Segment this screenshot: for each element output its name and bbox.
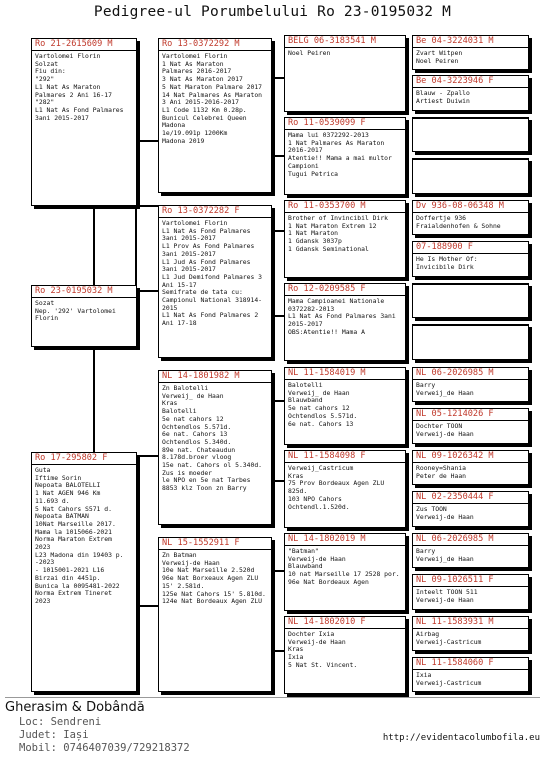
ring-number: Ro 13-0372292 M xyxy=(159,39,271,51)
pedigree-notes: Barry Verweij_de Haan xyxy=(416,381,474,397)
breeder-county: Judet: Iași xyxy=(19,729,89,741)
ring-number: 07-188900 F xyxy=(413,242,528,254)
pedigree-notes: Inteelt TOON 511 Verweij-de Haan xyxy=(416,588,478,604)
pedigree-card-gen4[interactable] xyxy=(412,574,529,610)
pedigree-notes: Noel Peiren xyxy=(288,49,331,57)
pedigree-card-gen4[interactable] xyxy=(412,450,529,485)
ring-number: Ro 17-295802 F xyxy=(32,453,136,465)
ring-number: NL 15-1552911 F xyxy=(159,538,271,550)
pedigree-notes: Vartolomei Florin L1 Nat As Fond Palmares 3ani 2015-2017 L1 Prov As Fond Palmares 3ani 2015-2017 L1 Jud As Fond Palmares 3ani 2015-2017 L1 Jud Demifond Palmares 3 Ani 15-17 Semifrate de tata cu: Campionul National 318914-2015 L1 Nat As Fond Palmares 2 Ani 17-18 xyxy=(162,219,263,328)
pedigree-notes: Mama Campioanei Nationale 0372282-2013 L1 Nat As Fond Palmares 3ani 2015-2017 OBS:Atentie!! Mama A xyxy=(288,297,396,336)
ring-number: NL 14-1802010 F xyxy=(285,617,405,629)
ring-number: BELG 06-3183541 M xyxy=(285,36,405,48)
ring-number: NL 14-1802019 M xyxy=(285,534,405,546)
pedigree-card-gen3[interactable] xyxy=(284,35,406,112)
pedigree-notes: Verweij_Castricum Kras 75 Prov Bordeaux Agen ZLU 825d. 103 NPO Cahors Ochtendl.1.520d. xyxy=(288,464,385,511)
pedigree-card-dam-dam[interactable] xyxy=(158,537,272,692)
website-link[interactable]: http://evidentacolumbofila.eu xyxy=(382,733,540,743)
pedigree-card-gen4[interactable] xyxy=(412,408,529,444)
pedigree-notes: Dochter TOON Verweij-de Haan xyxy=(416,422,474,438)
pedigree-notes: Zvart Witpen Noel Peiren xyxy=(416,49,463,65)
ring-number: Dv 936-08-06348 M xyxy=(413,201,528,213)
pedigree-card-sire-dam[interactable] xyxy=(158,205,272,358)
pedigree-notes: Ixia Verweij-Castricum xyxy=(416,671,482,687)
pedigree-notes: Vartolomei Florin Solzat Fiu din: "292" L1 Nat As Maraton Palmares 2 Ani 16-17 "282" L1 Nat As Fond Palmares 3ani 2015-2017 xyxy=(35,52,124,122)
ring-number: NL 11-1583931 M xyxy=(413,617,528,629)
ring-number: NL 14-1801982 M xyxy=(159,371,271,383)
pedigree-card-gen4[interactable] xyxy=(412,241,529,277)
pedigree-notes: Guta Iftime Sorin Nepoata BALOTELLI 1 Nat AGEN 946 Km 11.693 d. 5 Nat Cahors S571 d. Nepoata BATMAN 10Nat Marseille 2017. Mama la 1015066-2021 Norma Maraton Extrem 2023 L23 Madona din 19403 p. -2023 - 1015001-2021 L16 Birzai din 4451p. Bunica la 0095481-2022 Norma Extrem Tineret 2023 xyxy=(35,466,124,605)
ring-number: NL 09-1026511 F xyxy=(413,575,528,587)
pedigree-card-gen4[interactable] xyxy=(412,533,529,568)
pedigree-card-gen4[interactable] xyxy=(412,616,529,651)
connector-line xyxy=(93,205,95,287)
connector-line xyxy=(135,605,159,607)
pedigree-card-gen4[interactable] xyxy=(412,158,529,194)
pedigree-card-gen4[interactable] xyxy=(412,367,529,402)
pedigree-notes: "Batman" Verweij-de Haan Blauwband 10 nat Marseille 17 2528 por. 96e Nat Bordeaux Agen xyxy=(288,547,400,586)
pedigree-notes: Mama lui 0372292-2013 1 Nat Palmares As Maraton 2016-2017 Atentie!! Mama a mai multor Campioni Tugui Petrica xyxy=(288,131,392,178)
connector-line xyxy=(271,315,285,317)
pedigree-card-gen3[interactable] xyxy=(284,283,406,361)
ring-number: Ro 12-0209585 F xyxy=(285,284,405,296)
pedigree-notes: Rooney=Shania Peter de Haan xyxy=(416,464,467,480)
connector-line xyxy=(93,346,95,454)
ring-number: NL 06-2026985 M xyxy=(413,534,528,546)
connector-line xyxy=(135,455,159,457)
pedigree-notes: Sozat Nep. '292' Vartolomei Florin xyxy=(35,299,116,323)
breeder-phone: Mobil: 0746407039/729218372 xyxy=(19,742,190,754)
pedigree-notes: Vartolomei Florin 1 Nat As Maraton Palmares 2016-2017 3 Nat As Maraton 2017 5 Nat Maraton Palmare 2017 14 Nat Palmares As Maraton 3 Ani 2015-2016-2017 L1 Code 1132 Km 0.28p. Bunicul Celebrei Queen Madona 1e/19.091p 1200Km Madona 2019 xyxy=(162,52,263,145)
pedigree-notes xyxy=(413,326,528,328)
pedigree-card-gen4[interactable] xyxy=(412,75,529,111)
connector-line xyxy=(271,77,285,79)
pedigree-card-gen4[interactable] xyxy=(412,657,529,692)
pedigree-notes: Dochter Ixia Verweij-de Haan Kras Ixia 5 Nat St. Vincent. xyxy=(288,630,358,669)
pedigree-notes: Airbag Verweij-Castricum xyxy=(416,630,482,646)
ring-number: NL 11-1584098 F xyxy=(285,451,405,463)
pedigree-card-sire-sire[interactable] xyxy=(158,38,272,193)
pedigree-notes: Blauw - Zpallo Artiest Duiwin xyxy=(416,89,470,105)
pedigree-card-gen3[interactable] xyxy=(284,533,406,611)
footer-divider xyxy=(5,697,540,698)
ring-number: NL 06-2026985 M xyxy=(413,368,528,380)
pedigree-notes: Doffertje 936 Fraialdenhofen & Sohne xyxy=(416,214,501,230)
breeder-name: Gherasim & Dobândă xyxy=(5,700,145,715)
pedigree-card-gen4[interactable] xyxy=(412,117,529,152)
ring-number: Be 04-3224031 M xyxy=(413,36,528,48)
pedigree-card-gen4[interactable] xyxy=(412,491,529,527)
connector-line xyxy=(271,650,285,652)
ring-number: Ro 11-0353700 M xyxy=(285,201,405,213)
ring-number: NL 02-2350444 F xyxy=(413,492,528,504)
ring-number: NL 11-1584019 M xyxy=(285,368,405,380)
pedigree-card-gen4[interactable] xyxy=(412,200,529,235)
connector-line xyxy=(135,290,159,292)
ring-number: Be 04-3223946 F xyxy=(413,76,528,88)
pedigree-notes: He Is Mother Of: Invicibile Dirk xyxy=(416,255,478,271)
pedigree-notes xyxy=(413,285,528,287)
ring-number: Ro 21-2615609 M xyxy=(32,39,136,51)
pedigree-card-gen3[interactable] xyxy=(284,117,406,195)
pedigree-card-gen3[interactable] xyxy=(284,616,406,694)
pedigree-card-sire[interactable] xyxy=(31,38,137,206)
pedigree-card-dam[interactable] xyxy=(31,452,137,692)
ring-number: NL 05-1214026 F xyxy=(413,409,528,421)
connector-line xyxy=(271,155,285,157)
ring-number: NL 11-1584060 F xyxy=(413,658,528,670)
pedigree-notes: Zn Balotelli Verweij_ de Haan Kras Balotelli 5e nat cahors 12 Ochtendlos 5.571d. 6e nat. Cahors 13 Ochtendlos 5.340d. 89e nat. Chateaudun 8.178d.broer vloog 15e nat. Cahors ol 5.340d. Zus is moeder le NPO en 5e nat Tarbes 8853 klz Toon zn Barry xyxy=(162,384,263,493)
connector-line xyxy=(135,205,159,207)
ring-number: Ro 23-0195032 M xyxy=(32,286,136,298)
page-title: Pedigree-ul Porumbelului Ro 23-0195032 M xyxy=(93,4,452,20)
pedigree-notes xyxy=(413,160,528,162)
pedigree-card-gen3[interactable] xyxy=(284,200,406,278)
pedigree-card-gen4[interactable] xyxy=(412,35,529,70)
connector-line xyxy=(271,480,285,482)
pedigree-notes: Zn Batman Verweij-de Haan 10e Nat Marseille 2.520d 96e Nat Borxeaux Agen ZLU 15' 2.581d. 125e Nat Cahors 15' 5.810d. 124e Nat Bordeaux Agen ZLU xyxy=(162,551,266,606)
ring-number: NL 09-1026342 M xyxy=(413,451,528,463)
pedigree-notes: Brother of Invincibil Dirk 1 Nat Maraton Extrem 12 1 Nat Maraton 1 Gdansk 3037p 1 Gdansk Seminational xyxy=(288,214,389,253)
pedigree-card-dam-sire[interactable] xyxy=(158,370,272,525)
connector-line xyxy=(135,140,159,142)
connector-line xyxy=(271,230,285,232)
pedigree-card-gen3[interactable] xyxy=(284,450,406,528)
pedigree-card-gen3[interactable] xyxy=(284,367,406,445)
connector-line xyxy=(271,570,285,572)
pedigree-card-subject[interactable] xyxy=(31,285,137,347)
pedigree-notes: Balotelli Verweij_ de Haan Blauwband 5e nat cahors 12 Ochtendlos 5.571d. 6e nat. Cahors 13 xyxy=(288,381,358,428)
pedigree-notes: Barry Verweij_de Haan xyxy=(416,547,474,563)
ring-number: Ro 11-0539099 F xyxy=(285,118,405,130)
connector-line xyxy=(271,400,285,402)
ring-number: Ro 13-0372282 F xyxy=(159,206,271,218)
pedigree-card-gen4[interactable] xyxy=(412,283,529,318)
pedigree-notes: Zus TOON Verweij-de Haan xyxy=(416,505,474,521)
pedigree-card-gen4[interactable] xyxy=(412,324,529,360)
breeder-location: Loc: Sendreni xyxy=(19,716,102,728)
pedigree-notes xyxy=(413,119,528,121)
